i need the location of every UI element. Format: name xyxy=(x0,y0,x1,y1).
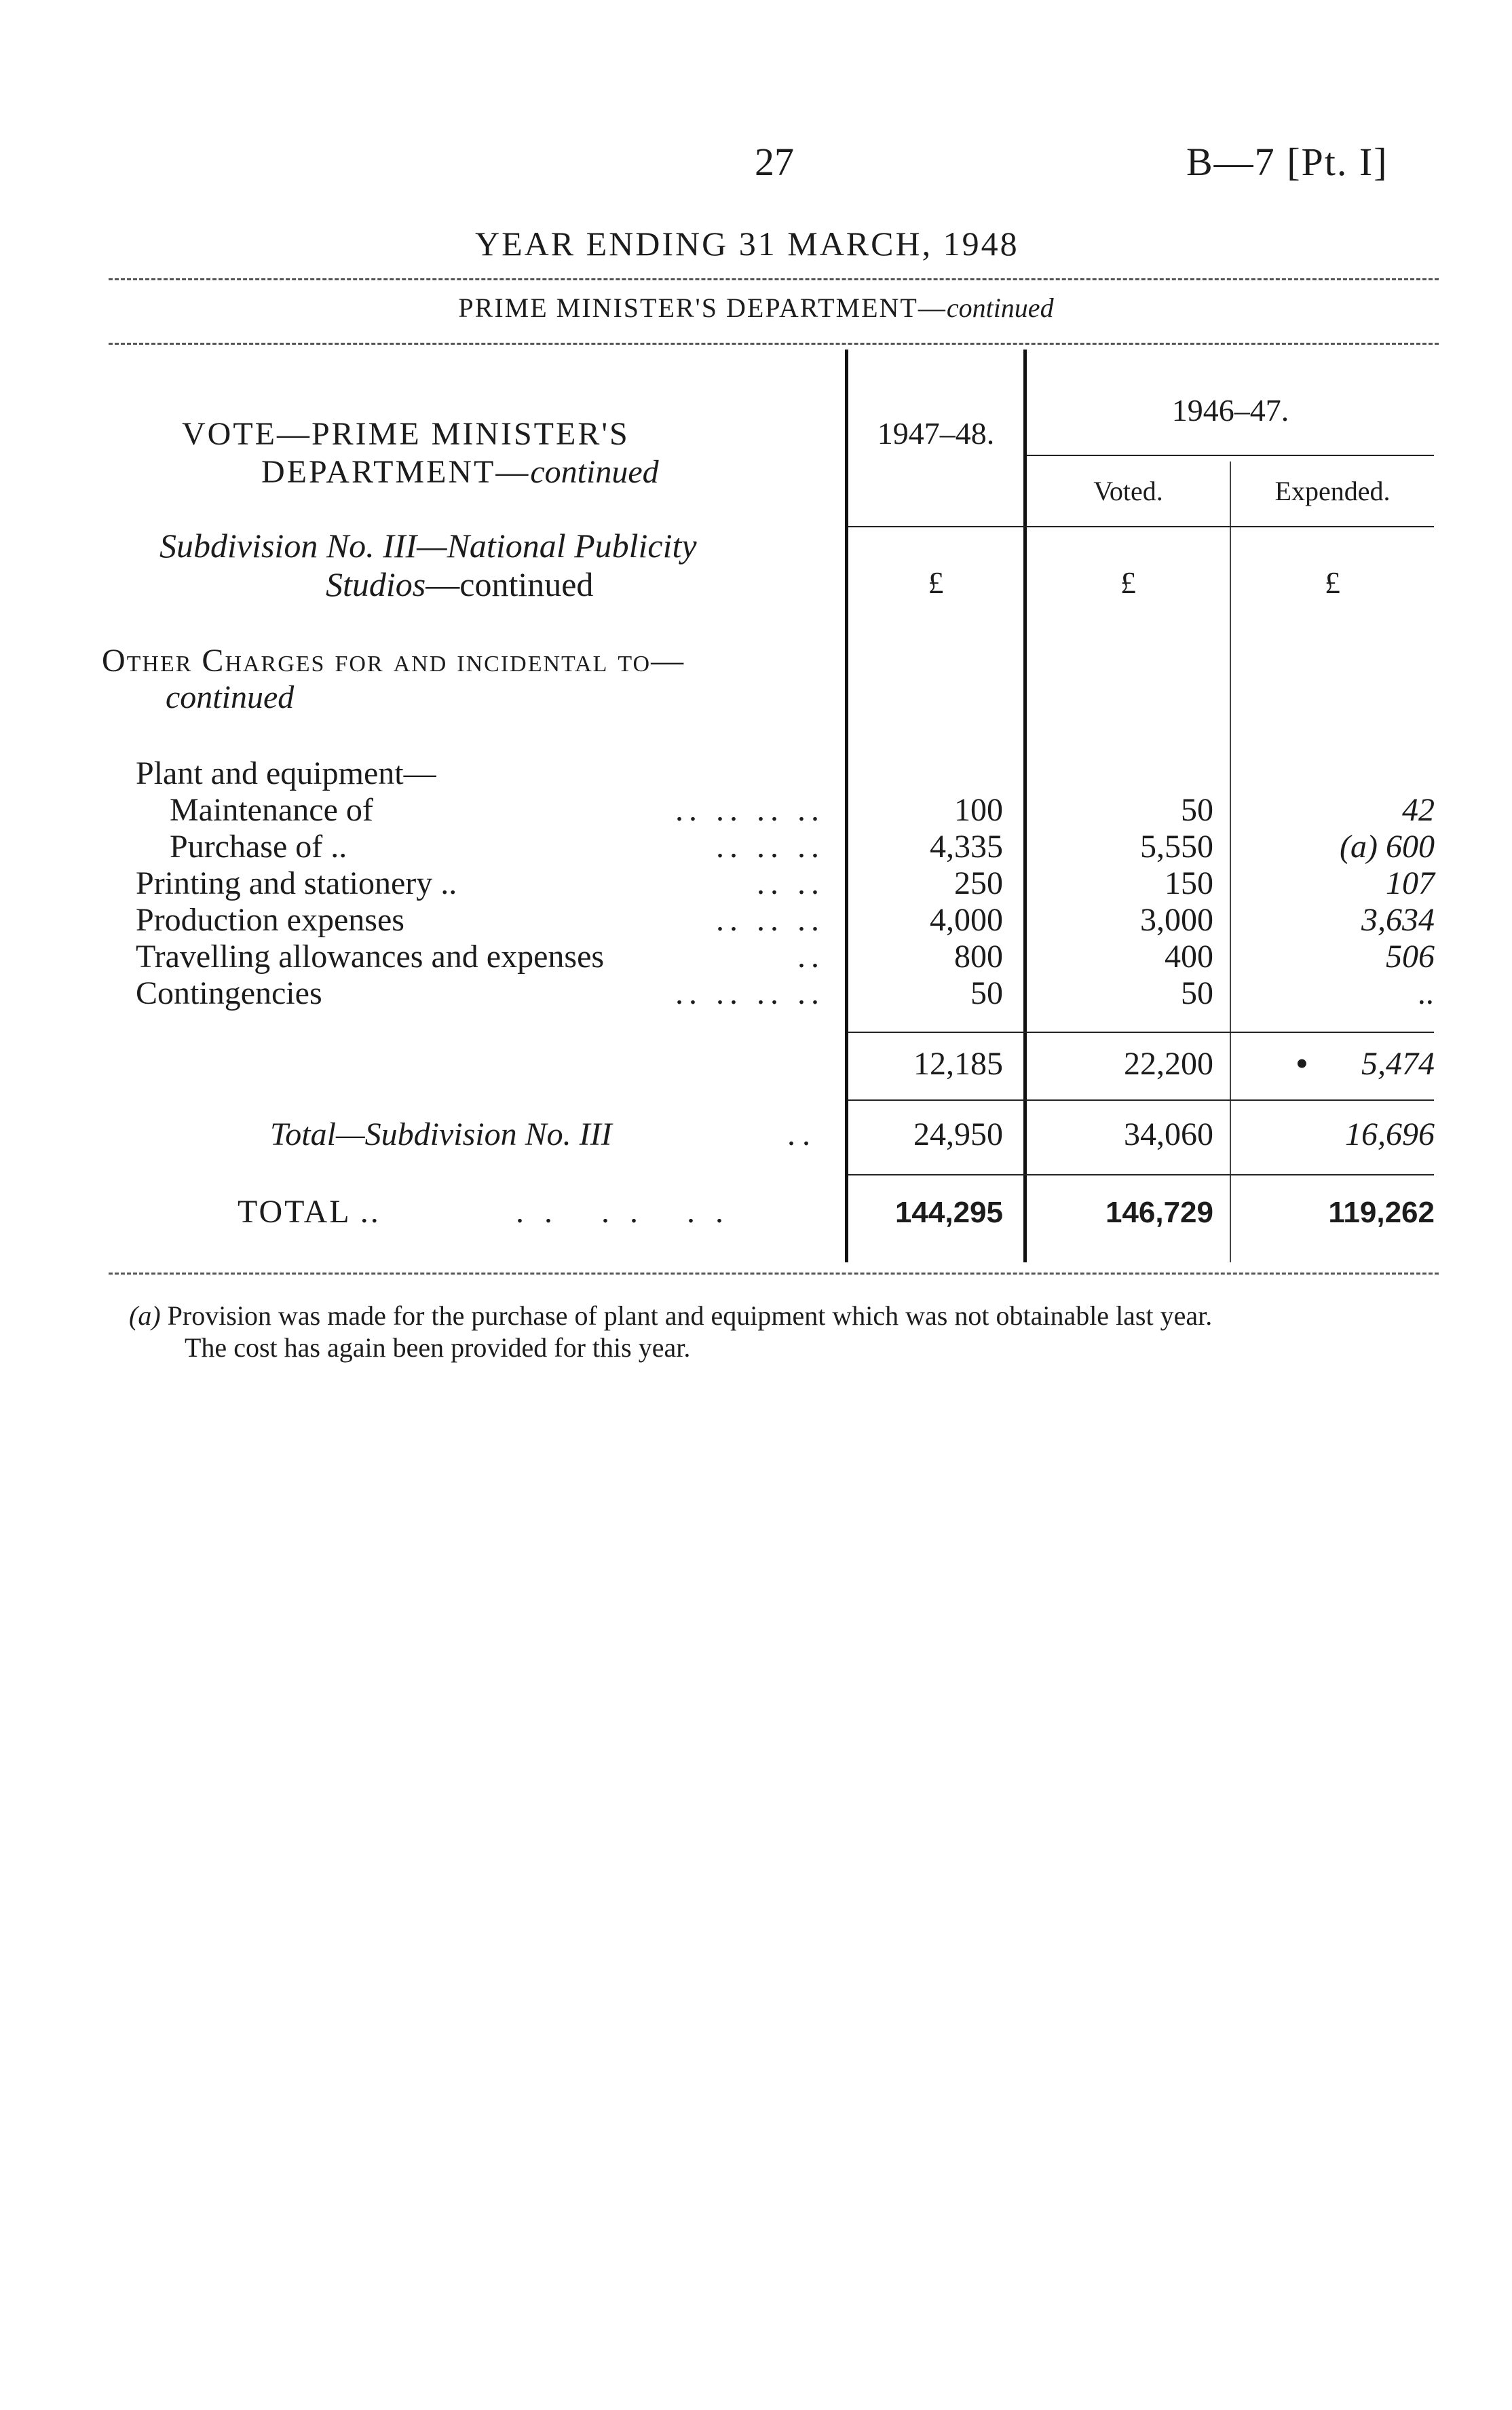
vote-title-line1: VOTE—PRIME MINISTER'S xyxy=(182,416,630,452)
row-label: Maintenance of xyxy=(170,792,373,828)
vote-dept-suffix: continued xyxy=(530,454,659,490)
row-leader-dots: .. .. .. xyxy=(716,902,825,938)
row-voted-value: 150 xyxy=(1165,865,1213,901)
currency-expended: £ xyxy=(1325,565,1340,600)
row-leader-dots: .. xyxy=(797,939,825,975)
row-label: Printing and stationery .. xyxy=(136,865,457,901)
currency-1947: £ xyxy=(928,565,944,600)
row-label: Purchase of .. xyxy=(170,829,347,865)
row-leader-dots: .. .. .. xyxy=(716,829,825,865)
footnote-text1: Provision was made for the purchase of plant and equipment which was not obtainable last year. xyxy=(167,1300,1213,1331)
reference-code: B—7 xyxy=(1186,140,1276,184)
total-subdivision-dots: .. xyxy=(787,1116,817,1152)
row-voted-value: 400 xyxy=(1165,939,1213,975)
row-label: Plant and equipment— xyxy=(136,755,436,791)
department-name: PRIME MINISTER'S DEPARTMENT— xyxy=(458,293,947,323)
grand-total-label: TOTAL .. xyxy=(238,1194,381,1230)
row-leader-dots: .. .. xyxy=(757,865,825,901)
row-v1947-value: 4,000 xyxy=(930,902,1003,938)
footnote-mark: (a) xyxy=(129,1300,161,1331)
subtotal-1947: 12,185 xyxy=(913,1046,1003,1082)
total-subdivision-expended: 16,696 xyxy=(1345,1116,1435,1152)
row-label: Production expenses xyxy=(136,902,404,938)
row-label: Contingencies xyxy=(136,975,322,1011)
col-1947-heading: 1947–48. xyxy=(877,416,995,451)
total-subdivision-label: Total—Subdivision No. III xyxy=(270,1116,612,1152)
subtotal-expended: 5,474 xyxy=(1361,1046,1435,1082)
row-voted-value: 3,000 xyxy=(1140,902,1213,938)
grand-total-dots: .. .. .. xyxy=(516,1194,744,1230)
row-expended-value: 107 xyxy=(1386,865,1435,901)
rule-table-bottom xyxy=(109,1273,1439,1275)
col-voted-heading: Voted. xyxy=(1093,476,1163,506)
subdivision-title-line2 xyxy=(326,565,593,604)
row-voted-value: 50 xyxy=(1181,975,1213,1011)
grand-total-voted: 146,729 xyxy=(1105,1196,1213,1229)
department-title xyxy=(0,292,1512,324)
part-label: [Pt. I] xyxy=(1287,140,1388,184)
row-leader-dots: .. .. .. .. xyxy=(675,975,825,1011)
subtotal-voted: 22,200 xyxy=(1124,1046,1213,1082)
row-v1947-value: 800 xyxy=(954,939,1003,975)
row-v1947-value: 250 xyxy=(954,865,1003,901)
grand-total-expended: 119,262 xyxy=(1328,1196,1435,1229)
other-charges-continued: continued xyxy=(166,679,295,715)
department-suffix: continued xyxy=(946,293,1054,323)
row-voted-value: 5,550 xyxy=(1140,829,1213,865)
row-label: Travelling allowances and expenses xyxy=(136,939,605,975)
rule-1946-under xyxy=(1027,455,1434,456)
row-v1947-value: 50 xyxy=(970,975,1003,1011)
row-expended-value: 3,634 xyxy=(1361,902,1435,938)
rule-top xyxy=(109,278,1439,280)
row-leader-dots: .. .. .. .. xyxy=(675,792,825,828)
subdivision-continued: —continued xyxy=(426,565,594,603)
row-v1947-value: 4,335 xyxy=(930,829,1003,865)
subdivision-studios: Studios xyxy=(326,565,426,603)
rule-total-top xyxy=(848,1174,1434,1175)
subdivision-title: Subdivision No. III—National Publicity xyxy=(159,527,697,565)
row-expended-value: (a) 600 xyxy=(1340,829,1435,865)
footnote-line2: The cost has again been provided for this year. xyxy=(185,1332,691,1363)
rule-headings-bottom xyxy=(848,526,1434,527)
grand-total-1947: 144,295 xyxy=(894,1196,1003,1229)
row-expended-value: 42 xyxy=(1402,792,1435,828)
vote-title-line2 xyxy=(261,453,659,491)
row-voted-value: 50 xyxy=(1181,792,1213,828)
footnote-line1 xyxy=(129,1300,1212,1332)
year-title: YEAR ENDING 31 MARCH, 1948 xyxy=(475,225,1019,263)
vote-dept: DEPARTMENT— xyxy=(261,454,531,490)
currency-voted: £ xyxy=(1120,565,1136,600)
row-v1947-value: 100 xyxy=(954,792,1003,828)
stray-dot: • xyxy=(1296,1046,1308,1082)
rule-header-bottom xyxy=(109,343,1439,345)
page-number: 27 xyxy=(755,140,794,184)
other-charges-heading: Other Charges for and incidental to— xyxy=(102,643,685,679)
rule-subtotal-top xyxy=(848,1032,1434,1033)
document-reference xyxy=(1186,139,1388,185)
row-expended-value: 506 xyxy=(1386,939,1435,975)
col-expended-heading: Expended. xyxy=(1274,476,1391,506)
col-1946-heading: 1946–47. xyxy=(1171,393,1289,428)
rule-subtotal-bottom xyxy=(848,1099,1434,1101)
row-expended-value: .. xyxy=(1418,975,1435,1011)
total-subdivision-1947: 24,950 xyxy=(913,1116,1003,1152)
total-subdivision-voted: 34,060 xyxy=(1124,1116,1213,1152)
